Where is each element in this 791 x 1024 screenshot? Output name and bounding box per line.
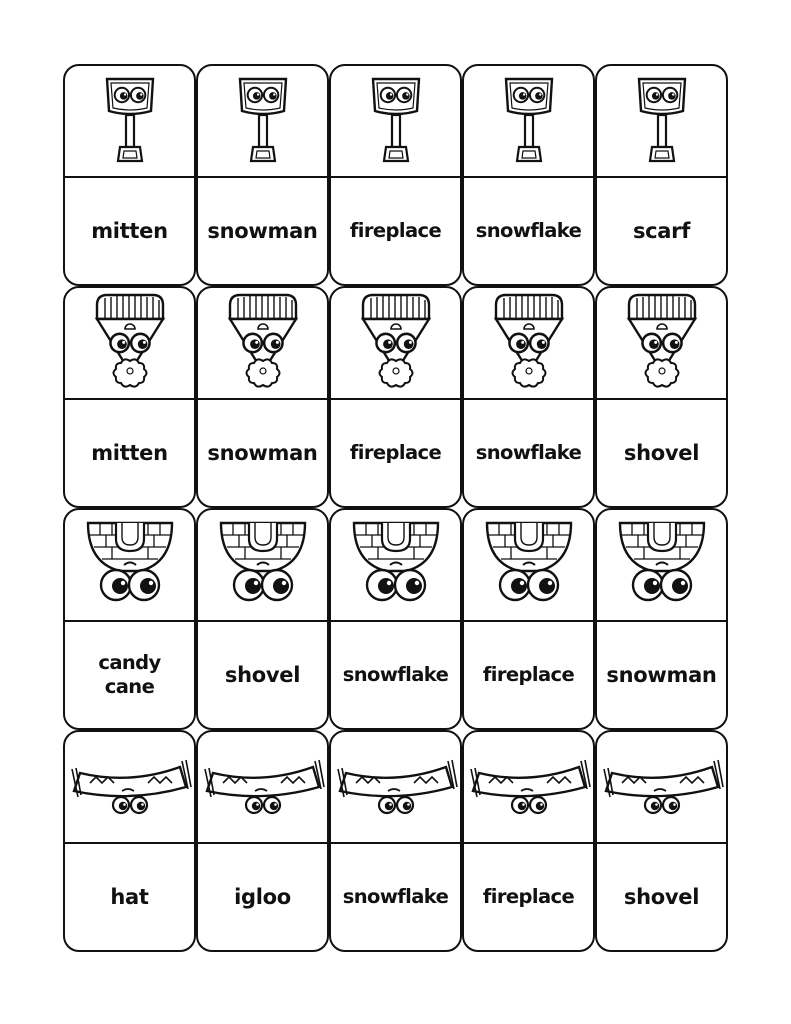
scarf-icon	[198, 732, 327, 844]
domino-word: shovel	[623, 885, 700, 909]
domino-card[interactable]	[63, 508, 196, 730]
hat-icon	[597, 288, 726, 400]
domino-word: snowman	[207, 441, 318, 465]
domino-card[interactable]	[329, 508, 462, 730]
domino-word: fireplace	[482, 885, 575, 908]
domino-word: fireplace	[482, 663, 575, 686]
domino-word: shovel	[224, 663, 301, 687]
hat-icon	[198, 288, 327, 400]
domino-card[interactable]	[595, 730, 728, 952]
igloo-icon	[65, 510, 194, 622]
scarf-icon	[65, 732, 194, 844]
domino-card[interactable]	[196, 286, 329, 508]
shovel-icon	[464, 66, 593, 178]
domino-word: snowflake	[475, 441, 582, 464]
domino-card[interactable]	[462, 64, 595, 286]
domino-word: candy cane	[98, 651, 161, 698]
scarf-icon	[597, 732, 726, 844]
igloo-icon	[597, 510, 726, 622]
domino-card[interactable]	[196, 64, 329, 286]
domino-card[interactable]	[63, 286, 196, 508]
domino-row	[63, 508, 727, 730]
domino-card[interactable]	[329, 730, 462, 952]
domino-word: snowflake	[342, 663, 449, 686]
domino-word: shovel	[623, 441, 700, 465]
domino-card[interactable]	[196, 730, 329, 952]
hat-icon	[464, 288, 593, 400]
domino-card[interactable]	[462, 730, 595, 952]
domino-card[interactable]	[462, 508, 595, 730]
scarf-icon	[331, 732, 460, 844]
domino-word: igloo	[234, 885, 291, 909]
domino-row	[63, 730, 727, 952]
domino-card[interactable]	[595, 508, 728, 730]
domino-word: snowflake	[342, 885, 449, 908]
domino-word: snowflake	[475, 219, 582, 242]
domino-card[interactable]	[329, 64, 462, 286]
domino-word: fireplace	[349, 441, 442, 464]
domino-word: scarf	[632, 219, 691, 243]
domino-word: hat	[110, 885, 149, 909]
domino-card[interactable]	[329, 286, 462, 508]
domino-card[interactable]	[595, 64, 728, 286]
domino-card[interactable]	[63, 730, 196, 952]
hat-icon	[331, 288, 460, 400]
domino-card[interactable]	[196, 508, 329, 730]
shovel-icon	[198, 66, 327, 178]
igloo-icon	[331, 510, 460, 622]
igloo-icon	[464, 510, 593, 622]
igloo-icon	[198, 510, 327, 622]
hat-icon	[65, 288, 194, 400]
domino-row	[63, 286, 727, 508]
domino-word: mitten	[91, 441, 168, 465]
domino-row	[63, 64, 727, 286]
domino-card[interactable]	[63, 64, 196, 286]
dominoes-board	[63, 64, 727, 952]
shovel-icon	[597, 66, 726, 178]
scarf-icon	[464, 732, 593, 844]
shovel-icon	[331, 66, 460, 178]
domino-word: snowman	[606, 663, 717, 687]
domino-word: fireplace	[349, 219, 442, 242]
domino-word: mitten	[91, 219, 168, 243]
domino-card[interactable]	[462, 286, 595, 508]
domino-word: snowman	[207, 219, 318, 243]
shovel-icon	[65, 66, 194, 178]
domino-card[interactable]	[595, 286, 728, 508]
